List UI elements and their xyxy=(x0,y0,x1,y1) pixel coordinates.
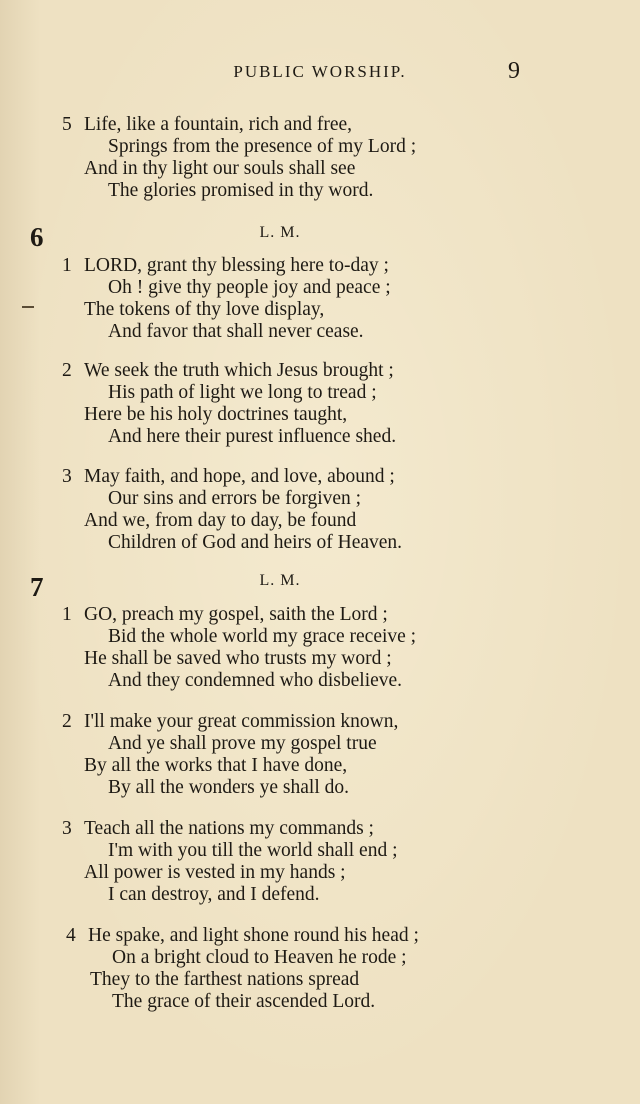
stanza-line: The grace of their ascended Lord. xyxy=(112,991,376,1012)
stanza-line: Springs from the presence of my Lord ; xyxy=(108,136,417,157)
stanza-number: 4 xyxy=(66,925,76,946)
hymn-6-stanza-1 xyxy=(62,255,602,343)
stanza-line: By all the works that I have done, xyxy=(84,755,348,776)
stanza-line: I can destroy, and I defend. xyxy=(108,884,320,905)
stanza-line: 2 We seek the truth which Jesus brought ; xyxy=(62,360,394,381)
stanza-5 xyxy=(62,114,602,202)
stanza-line: The glories promised in thy word. xyxy=(108,180,374,201)
stanza-line: And they condemned who disbelieve. xyxy=(108,670,403,691)
stanza-number: 3 xyxy=(62,466,72,487)
hymn-7-stanza-1 xyxy=(62,604,602,692)
stanza-line: Children of God and heirs of Heaven. xyxy=(108,532,403,553)
hymn-7-meter: L. M. xyxy=(259,572,301,589)
stanza-line: And favor that shall never cease. xyxy=(108,321,364,342)
stanza-number: 1 xyxy=(62,255,72,276)
stanza-line: 2 I'll make your great commission known, xyxy=(62,711,399,732)
hymn-6-stanza-3 xyxy=(62,466,602,554)
stanza-line: Here be his holy doctrines taught, xyxy=(84,404,348,425)
stanza-line: On a bright cloud to Heaven he rode ; xyxy=(112,947,407,968)
stanza-line: By all the wonders ye shall do. xyxy=(108,777,349,798)
stanza-line: Oh ! give thy people joy and peace ; xyxy=(108,277,391,298)
hymn-7-stanza-4 xyxy=(62,925,602,1013)
stanza-line: 3 May faith, and hope, and love, abound ; xyxy=(62,466,395,487)
stanza-line: 3 Teach all the nations my commands ; xyxy=(62,818,374,839)
stanza-number: 2 xyxy=(62,360,72,381)
stanza-number: 3 xyxy=(62,818,72,839)
stanza-number: 1 xyxy=(62,604,72,625)
stanza-line: I'm with you till the world shall end ; xyxy=(108,840,398,861)
stanza-number: 2 xyxy=(62,711,72,732)
stanza-line: 1 LORD, grant thy blessing here to-day ; xyxy=(62,255,389,276)
stanza-line: Our sins and errors be forgiven ; xyxy=(108,488,362,509)
stanza-line: He shall be saved who trusts my word ; xyxy=(84,648,392,669)
hymn-6-stanza-2 xyxy=(62,360,602,448)
stanza-line: They to the farthest nations spread xyxy=(90,969,360,990)
hymn-7-stanza-3 xyxy=(62,818,602,906)
stanza-line: The tokens of thy love display, xyxy=(84,299,325,320)
stanza-line: His path of light we long to tread ; xyxy=(108,382,377,403)
stanza-line: And we, from day to day, be found xyxy=(84,510,357,531)
stanza-line: And here their purest influence shed. xyxy=(108,426,397,447)
hymn-number-7: 7 xyxy=(30,572,44,602)
margin-mark xyxy=(22,306,34,308)
stanza-line: 4 He spake, and light shone round his head ; xyxy=(66,925,419,946)
stanza-line: 5 Life, like a fountain, rich and free, xyxy=(62,114,353,135)
hymn-number-6: 6 xyxy=(30,222,44,252)
hymn-7-stanza-2 xyxy=(62,711,602,799)
stanza-line: 1 GO, preach my gospel, saith the Lord ; xyxy=(62,604,388,625)
stanza-line: And ye shall prove my gospel true xyxy=(108,733,377,754)
stanza-line: And in thy light our souls shall see xyxy=(84,158,356,179)
hymn-6-meter: L. M. xyxy=(259,224,301,241)
stanza-number: 5 xyxy=(62,114,72,135)
running-header: PUBLIC WORSHIP. xyxy=(233,62,407,81)
stanza-line: All power is vested in my hands ; xyxy=(84,862,346,883)
page-number: 9 xyxy=(508,58,520,84)
stanza-line: Bid the whole world my grace receive ; xyxy=(108,626,417,647)
